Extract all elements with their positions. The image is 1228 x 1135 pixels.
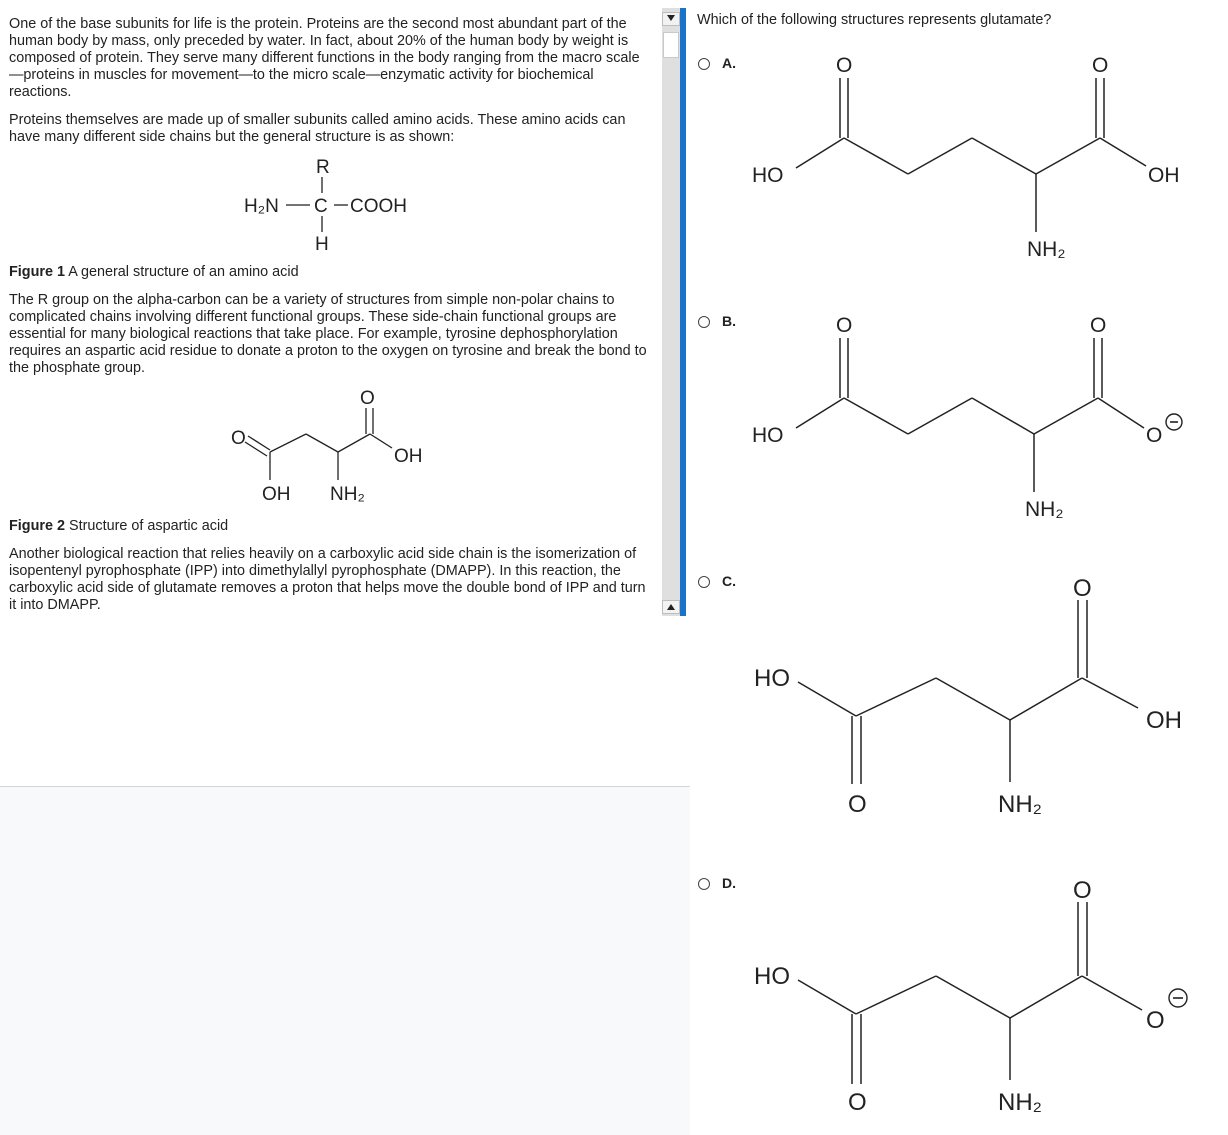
- option-a-bond: [1100, 138, 1146, 166]
- figure-2-caption-text: Structure of aspartic acid: [64, 518, 229, 534]
- option-a-hydroxyl-label: OH: [1148, 164, 1180, 187]
- scrollbar-thumb[interactable]: [663, 32, 679, 58]
- fig2-oxygen-label: O: [231, 428, 246, 449]
- fig1-h-label: H: [315, 234, 329, 255]
- option-a-bond: [908, 138, 972, 174]
- option-b-bond: [796, 398, 844, 428]
- option-c-bond: [798, 682, 856, 716]
- fig2-hydroxyl-label: OH: [262, 484, 291, 505]
- fig2-hydroxyl-label: OH: [394, 446, 423, 467]
- scroll-up-arrow-icon[interactable]: [662, 600, 680, 614]
- fig2-bond: [270, 434, 306, 452]
- option-d-bond: [936, 976, 1010, 1018]
- option-b-bond: [908, 398, 972, 434]
- figure-1-caption-text: A general structure of an amino acid: [64, 264, 299, 280]
- option-d-oxygen-label: O: [848, 1089, 867, 1116]
- fig2-oxygen-label: O: [360, 388, 375, 409]
- option-d-oxygen-label: O: [1073, 877, 1092, 904]
- option-c-structure[interactable]: [740, 572, 1200, 832]
- fig2-bond: [245, 442, 267, 456]
- fig2-bond: [370, 434, 392, 448]
- option-a-label[interactable]: A.: [722, 55, 736, 71]
- empty-lower-panel: [0, 786, 690, 1135]
- fig1-r-label: R: [316, 157, 330, 178]
- fig2-amine-label: NH₂: [330, 484, 365, 505]
- passage-panel: [0, 0, 660, 616]
- option-c-bond: [1082, 678, 1138, 708]
- option-b-oxygen-label: O: [836, 314, 853, 337]
- option-b-bond: [1098, 398, 1144, 428]
- fig1-c-label: C: [314, 196, 328, 217]
- option-b-bond: [972, 398, 1034, 434]
- option-b-bond: [844, 398, 908, 434]
- passage-paragraph-2: Proteins themselves are made up of smaller subunits called amino acids. These amino acids can have many different side chains but the general structure is as shown:: [9, 112, 626, 145]
- option-a-hydroxyl-label: HO: [752, 164, 784, 187]
- option-a-radio[interactable]: [698, 58, 710, 70]
- figure-1-amino-acid-structure: [230, 152, 430, 258]
- figure-1-label: Figure 1: [9, 264, 65, 280]
- fig1-cooh-label: COOH: [350, 196, 407, 217]
- figure-2-label: Figure 2: [9, 518, 65, 534]
- option-d-radio[interactable]: [698, 878, 710, 890]
- figure-2-caption: [9, 518, 228, 535]
- option-b-radio[interactable]: [698, 316, 710, 328]
- option-d-bond: [1010, 976, 1082, 1018]
- fig2-bond: [306, 434, 338, 452]
- option-a-structure[interactable]: [740, 48, 1200, 270]
- passage-paragraph-1: One of the base subunits for life is the protein. Proteins are the second most abundant part of the human body by mass, only preceded by water. In fact, about 20% of the human body by weight is composed of protein. They serve many different functions in the body ranging from the macro scale—proteins in muscles for movement—to the micro scale—enzymatic activity for biochemical reactions.: [9, 16, 640, 100]
- option-d-structure[interactable]: [740, 874, 1200, 1132]
- option-c-amine-label: NH₂: [998, 791, 1042, 818]
- option-d-oxygen-anion-label: O: [1146, 1007, 1165, 1034]
- scrollbar-track[interactable]: [680, 8, 686, 616]
- passage-paragraph-4: Another biological reaction that relies heavily on a carboxylic acid side chain is the isomerization of isopentenyl pyrophosphate (IPP) into dimethylallyl pyrophosphate (DMAPP). In this reaction, the carboxylic acid side of glutamate removes a proton that helps move the double bond of IPP and turn it into DMAPP.: [9, 546, 646, 613]
- option-c-oxygen-label: O: [848, 791, 867, 818]
- option-a-amine-label: NH₂: [1027, 238, 1066, 261]
- option-b-oxygen-label: O: [1090, 314, 1107, 337]
- fig2-bond: [248, 436, 270, 450]
- option-c-radio[interactable]: [698, 576, 710, 588]
- option-c-bond: [936, 678, 1010, 720]
- option-c-bond: [1010, 678, 1082, 720]
- option-b-oxygen-anion-label: O: [1146, 424, 1163, 447]
- option-c-oxygen-label: O: [1073, 575, 1092, 602]
- option-a-bond: [844, 138, 908, 174]
- option-b-structure[interactable]: [740, 308, 1200, 530]
- fig2-bond: [338, 434, 370, 452]
- option-c-bond: [856, 678, 936, 716]
- passage-paragraph-3: The R group on the alpha-carbon can be a variety of structures from simple non-polar chains to complicated chains involving different functional groups. These side-chain functional groups are essential for many biological reactions that take place. For example, tyrosine dephosphorylation requires an aspartic acid residue to donate a proton to the oxygen on tyrosine and break the bond to the phosphate group.: [9, 292, 647, 376]
- option-b-bond: [1034, 398, 1098, 434]
- option-d-label[interactable]: D.: [722, 875, 736, 891]
- figure-1-caption: [9, 264, 299, 281]
- option-d-hydroxyl-label: HO: [754, 963, 790, 990]
- option-d-bond: [798, 980, 856, 1014]
- option-c-hydroxyl-label: OH: [1146, 707, 1182, 734]
- figure-2-aspartic-acid-structure: [220, 382, 440, 510]
- option-a-oxygen-label: O: [1092, 54, 1109, 77]
- option-a-oxygen-label: O: [836, 54, 853, 77]
- option-a-bond: [796, 138, 844, 168]
- question-text: Which of the following structures represents glutamate?: [697, 12, 1052, 28]
- fig1-h2n-label: H₂N: [244, 196, 279, 217]
- option-a-bond: [1036, 138, 1100, 174]
- option-d-bond: [1082, 976, 1142, 1010]
- option-c-hydroxyl-label: HO: [754, 665, 790, 692]
- option-d-amine-label: NH₂: [998, 1089, 1042, 1116]
- option-b-label[interactable]: B.: [722, 313, 736, 329]
- option-b-hydroxyl-label: HO: [752, 424, 784, 447]
- option-d-bond: [856, 976, 936, 1014]
- option-b-amine-label: NH₂: [1025, 498, 1064, 521]
- option-c-label[interactable]: C.: [722, 573, 736, 589]
- scroll-down-arrow-icon[interactable]: [662, 12, 680, 26]
- option-a-bond: [972, 138, 1036, 174]
